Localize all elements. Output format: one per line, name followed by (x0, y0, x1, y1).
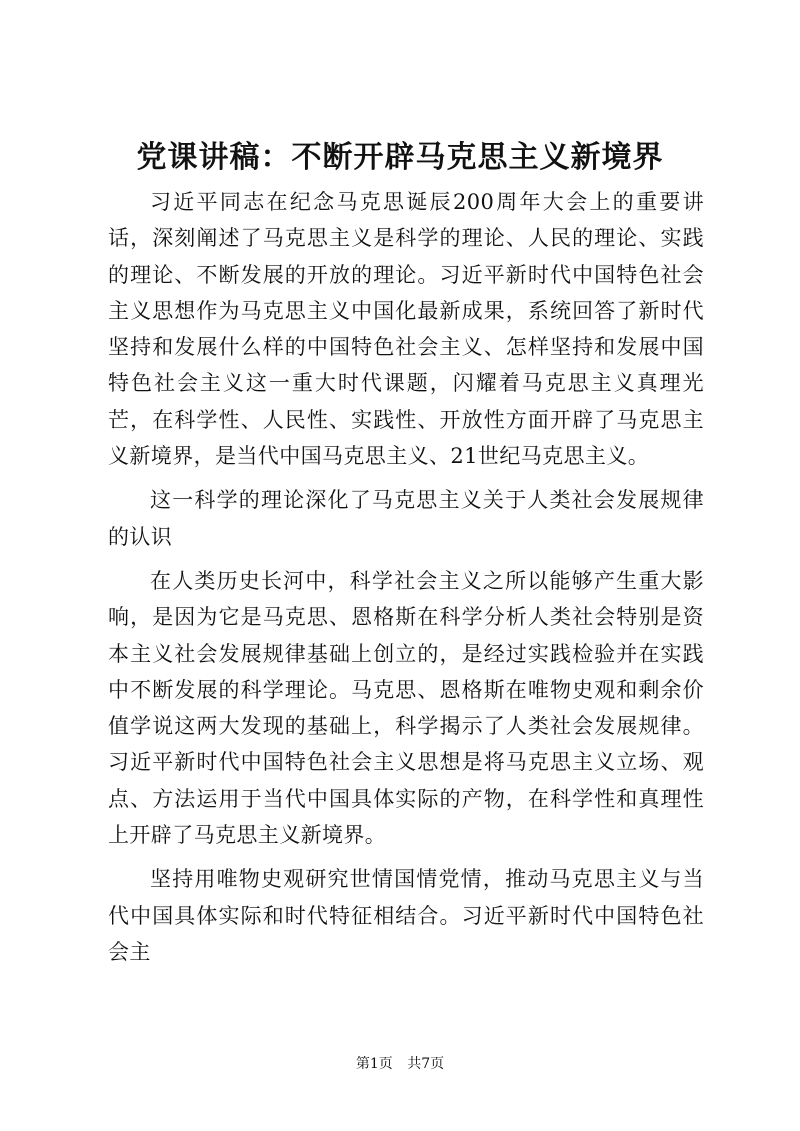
paragraph-section-heading: 这一科学的理论深化了马克思主义关于人类社会发展规律的认识 (108, 488, 704, 549)
paragraph-intro: 习近平同志在纪念马克思诞辰200周年大会上的重要讲话，深刻阐述了马克思主义是科学的理论、人民的理论、实践的理论、不断发展的开放的理论。习近平新时代中国特色社会主义思想作为马克思主义中国化最新成果，系统回答了新时代坚持和发展什么样的中国特色社会主义、怎样坚持和发展中国特色社会主义这一重大时代课题，闪耀着马克思主义真理光芒，在科学性、人民性、实践性、开放性方面开辟了马克思主义新境界，是当代中国马克思主义、21世纪马克思主义。 (108, 190, 704, 469)
page-total: 共7页 (407, 1056, 445, 1072)
page-footer (0, 1054, 800, 1074)
paragraph-practice: 坚持用唯物史观研究世情国情党情，推动马克思主义与当代中国具体实际和时代特征相结合。习近平新时代中国特色社会主 (108, 867, 704, 964)
document-title: 党课讲稿：不断开辟马克思主义新境界 (136, 140, 664, 175)
paragraph-history: 在人类历史长河中，科学社会主义之所以能够产生重大影响，是因为它是马克思、恩格斯在科学分析人类社会特别是资本主义社会发展规律基础上创立的，是经过实践检验并在实践中不断发展的科学理论。马克思、恩格斯在唯物史观和剩余价值学说这两大发现的基础上，科学揭示了人类社会发展规律。习近平新时代中国特色社会主义思想是将马克思主义立场、观点、方法运用于当代中国具体实际的产物，在科学性和真理性上开辟了马克思主义新境界。 (108, 568, 704, 848)
document-body (108, 184, 704, 970)
page-number: 第1页 (355, 1056, 393, 1072)
